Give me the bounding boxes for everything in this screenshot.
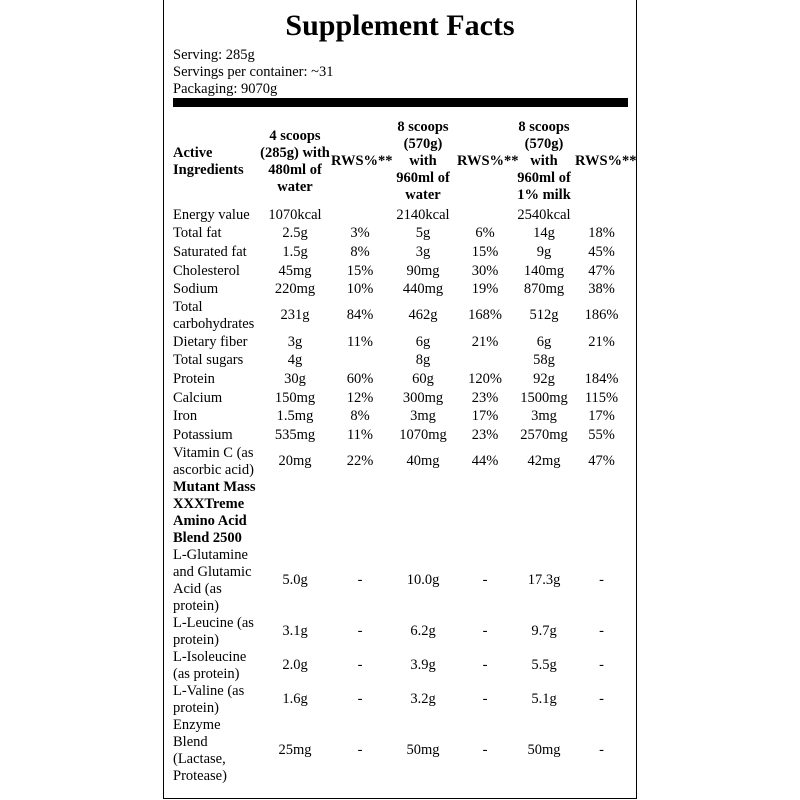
table-header-row bbox=[173, 114, 628, 206]
blend-rows bbox=[173, 547, 628, 785]
rws-percent-cell: 21% bbox=[471, 333, 499, 350]
amount-cell: 10.0g bbox=[406, 572, 440, 589]
rws-percent-cell bbox=[457, 352, 513, 371]
column-header: 8 scoops (570g) with 960ml of water bbox=[396, 119, 450, 203]
rws-percent-cell: 23% bbox=[471, 426, 499, 443]
amount-cell: 5.0g bbox=[282, 572, 308, 589]
ingredient-name: Enzyme Blend (Lactase, Protease) bbox=[173, 716, 227, 784]
ingredient-name: Dietary fiber bbox=[173, 333, 248, 350]
serving-size: Serving: 285g bbox=[173, 47, 255, 63]
amount-cell: 5g bbox=[415, 225, 431, 242]
amount-cell: 3g bbox=[287, 333, 303, 350]
ingredient-name: Calcium bbox=[173, 389, 223, 406]
rws-percent-cell: 168% bbox=[468, 307, 502, 324]
table-row bbox=[173, 615, 628, 649]
ingredient-name: Cholesterol bbox=[173, 262, 240, 279]
ingredient-name: L-Valine (as protein) bbox=[173, 682, 245, 716]
table-row bbox=[173, 262, 628, 281]
rws-percent-cell: 120% bbox=[468, 370, 502, 387]
amount-cell: 1070mg bbox=[399, 426, 447, 443]
ingredient-name: Saturated fat bbox=[173, 243, 247, 260]
packaging-weight: Packaging: 9070g bbox=[173, 81, 278, 97]
rws-percent-cell bbox=[575, 352, 628, 371]
amount-cell: 220mg bbox=[274, 281, 316, 298]
ingredient-name: Total carbohydrates bbox=[173, 298, 255, 332]
ingredient-name: Iron bbox=[173, 408, 198, 425]
amount-cell: 42mg bbox=[527, 453, 561, 470]
rws-percent-cell: 15% bbox=[346, 262, 374, 279]
amount-cell: 2.5g bbox=[282, 225, 308, 242]
amount-cell: 2570mg bbox=[520, 426, 568, 443]
table-row bbox=[173, 206, 628, 225]
rws-percent-cell bbox=[575, 206, 628, 225]
amount-cell: 8g bbox=[415, 352, 431, 369]
amount-cell: 20mg bbox=[278, 453, 312, 470]
amount-cell: 14g bbox=[533, 225, 555, 242]
ingredient-name: L-Leucine (as protein) bbox=[173, 614, 254, 648]
ingredient-name: Energy value bbox=[173, 206, 250, 223]
amount-cell: 58g bbox=[533, 352, 555, 369]
column-header: RWS%** bbox=[575, 153, 637, 169]
table-row bbox=[173, 683, 628, 717]
rws-percent-cell: 184% bbox=[584, 370, 619, 387]
rws-percent-cell: 17% bbox=[588, 408, 615, 425]
amount-cell: 440mg bbox=[402, 281, 444, 298]
table-row bbox=[173, 280, 628, 299]
amount-cell: 1.5g bbox=[282, 243, 308, 260]
supplement-facts-panel bbox=[163, 0, 637, 799]
rws-percent-cell: - bbox=[599, 623, 604, 640]
nutrient-rows bbox=[173, 206, 628, 479]
amount-cell: 40mg bbox=[406, 453, 440, 470]
rws-percent-cell: 19% bbox=[471, 281, 499, 298]
rws-percent-cell: 17% bbox=[471, 408, 499, 425]
rws-percent-cell: 44% bbox=[471, 453, 499, 470]
rws-percent-cell: - bbox=[357, 623, 363, 640]
amount-cell: 25mg bbox=[278, 742, 312, 759]
rws-percent-cell: 38% bbox=[588, 281, 615, 298]
column-header: RWS%** bbox=[457, 153, 519, 169]
amount-cell: 2.0g bbox=[282, 657, 308, 674]
rws-percent-cell: 186% bbox=[584, 307, 619, 324]
amount-cell: 3.9g bbox=[410, 657, 436, 674]
table-row bbox=[173, 352, 628, 371]
amount-cell: 140mg bbox=[523, 262, 565, 279]
rws-percent-cell: 45% bbox=[588, 243, 615, 260]
amount-cell: 50mg bbox=[406, 742, 440, 759]
table-row bbox=[173, 333, 628, 352]
rws-percent-cell: - bbox=[482, 691, 488, 708]
column-header: 8 scoops (570g) with 960ml of 1% milk bbox=[517, 119, 571, 203]
amount-cell: 512g bbox=[529, 307, 559, 324]
ingredient-name: Potassium bbox=[173, 426, 233, 443]
rws-percent-cell: - bbox=[482, 623, 488, 640]
rws-percent-cell: 55% bbox=[588, 426, 615, 443]
rws-percent-cell: - bbox=[599, 657, 604, 674]
rws-percent-cell: 6% bbox=[475, 225, 495, 242]
ingredient-name: L-Glutamine and Glutamic Acid (as protein) bbox=[173, 546, 252, 614]
amount-cell: 3mg bbox=[410, 408, 436, 425]
amount-cell: 9g bbox=[536, 243, 552, 260]
amount-cell: 92g bbox=[533, 370, 555, 387]
rws-percent-cell: 15% bbox=[471, 243, 499, 260]
rws-percent-cell: 47% bbox=[588, 262, 615, 279]
amount-cell: 6g bbox=[415, 333, 431, 350]
rws-percent-cell: - bbox=[357, 657, 363, 674]
amount-cell: 3mg bbox=[531, 408, 557, 425]
rws-percent-cell: 18% bbox=[588, 225, 615, 242]
rws-percent-cell: 10% bbox=[346, 281, 374, 298]
amount-cell: 231g bbox=[280, 307, 310, 324]
amount-cell: 1500mg bbox=[520, 389, 568, 406]
amount-cell: 870mg bbox=[523, 281, 565, 298]
rws-percent-cell: 22% bbox=[346, 453, 374, 470]
amount-cell: 30g bbox=[284, 370, 306, 387]
table-row bbox=[173, 370, 628, 389]
rws-percent-cell bbox=[331, 206, 389, 225]
panel-title: Supplement Facts bbox=[285, 9, 515, 42]
rws-percent-cell: - bbox=[599, 742, 604, 759]
amount-cell: 45mg bbox=[278, 262, 312, 279]
nutrition-table bbox=[173, 114, 637, 785]
ingredient-name: Sodium bbox=[173, 281, 219, 298]
amount-cell: 3.1g bbox=[282, 623, 308, 640]
rws-percent-cell: - bbox=[599, 691, 604, 708]
amount-cell: 535mg bbox=[274, 426, 316, 443]
ingredient-name: Vitamin C (as ascorbic acid) bbox=[173, 444, 254, 478]
rws-percent-cell: 115% bbox=[584, 389, 619, 406]
rws-percent-cell: 12% bbox=[346, 389, 374, 406]
table-row bbox=[173, 389, 628, 408]
rws-percent-cell: 11% bbox=[346, 426, 374, 443]
amount-cell: 1.5mg bbox=[276, 408, 314, 425]
rws-percent-cell: 8% bbox=[350, 243, 370, 260]
rws-percent-cell: 3% bbox=[350, 225, 370, 242]
amount-cell: 300mg bbox=[402, 389, 444, 406]
rws-percent-cell: - bbox=[357, 691, 363, 708]
rws-percent-cell: 60% bbox=[346, 370, 374, 387]
column-header: 4 scoops (285g) with 480ml of water bbox=[260, 127, 330, 195]
amount-cell: 9.7g bbox=[531, 623, 557, 640]
rws-percent-cell: - bbox=[357, 742, 363, 759]
rws-percent-cell: 8% bbox=[350, 408, 370, 425]
rws-percent-cell bbox=[457, 206, 513, 225]
amount-cell: 2140kcal bbox=[396, 206, 450, 223]
rws-percent-cell: - bbox=[482, 742, 488, 759]
amount-cell: 50mg bbox=[527, 742, 561, 759]
servings-per-container: Servings per container: ~31 bbox=[173, 64, 334, 80]
amount-cell: 150mg bbox=[274, 389, 316, 406]
table-row bbox=[173, 445, 628, 479]
table-row bbox=[173, 407, 628, 426]
rws-percent-cell: 30% bbox=[471, 262, 499, 279]
rws-percent-cell: 84% bbox=[346, 307, 374, 324]
ingredient-name: Total sugars bbox=[173, 352, 244, 369]
column-header: RWS%** bbox=[331, 153, 393, 169]
amount-cell: 1.6g bbox=[282, 691, 308, 708]
table-row bbox=[173, 225, 628, 244]
amount-cell: 6.2g bbox=[410, 623, 436, 640]
thick-divider bbox=[173, 98, 628, 107]
amount-cell: 1070kcal bbox=[268, 206, 322, 223]
rws-percent-cell: 11% bbox=[346, 333, 374, 350]
amount-cell: 5.1g bbox=[531, 691, 557, 708]
table-row bbox=[173, 426, 628, 445]
column-header: Active Ingredients bbox=[173, 144, 244, 178]
table-row bbox=[173, 717, 628, 785]
table-row bbox=[173, 649, 628, 683]
rws-percent-cell: - bbox=[482, 657, 488, 674]
ingredient-name: L-Isoleucine (as protein) bbox=[173, 648, 247, 682]
amount-cell: 2540kcal bbox=[517, 206, 571, 223]
section-title: Mutant Mass XXXTreme Amino Acid Blend 2500 bbox=[173, 478, 256, 546]
rws-percent-cell: - bbox=[482, 572, 488, 589]
amount-cell: 462g bbox=[408, 307, 438, 324]
amount-cell: 90mg bbox=[406, 262, 440, 279]
section-title-row bbox=[173, 479, 628, 547]
amount-cell: 6g bbox=[536, 333, 552, 350]
amount-cell: 3.2g bbox=[410, 691, 436, 708]
rws-percent-cell: - bbox=[357, 572, 363, 589]
amount-cell: 3g bbox=[415, 243, 431, 260]
rws-percent-cell: 23% bbox=[471, 389, 499, 406]
amount-cell: 4g bbox=[287, 352, 303, 369]
rws-percent-cell bbox=[331, 352, 389, 371]
amount-cell: 5.5g bbox=[531, 657, 557, 674]
table-row bbox=[173, 547, 628, 615]
amount-cell: 17.3g bbox=[527, 572, 561, 589]
rws-percent-cell: - bbox=[599, 572, 604, 589]
ingredient-name: Total fat bbox=[173, 225, 222, 242]
rws-percent-cell: 21% bbox=[588, 333, 615, 350]
table-row bbox=[173, 299, 628, 333]
blend-section bbox=[173, 479, 628, 547]
amount-cell: 60g bbox=[412, 370, 434, 387]
ingredient-name: Protein bbox=[173, 370, 215, 387]
rws-percent-cell: 47% bbox=[588, 453, 615, 470]
table-row bbox=[173, 243, 628, 262]
